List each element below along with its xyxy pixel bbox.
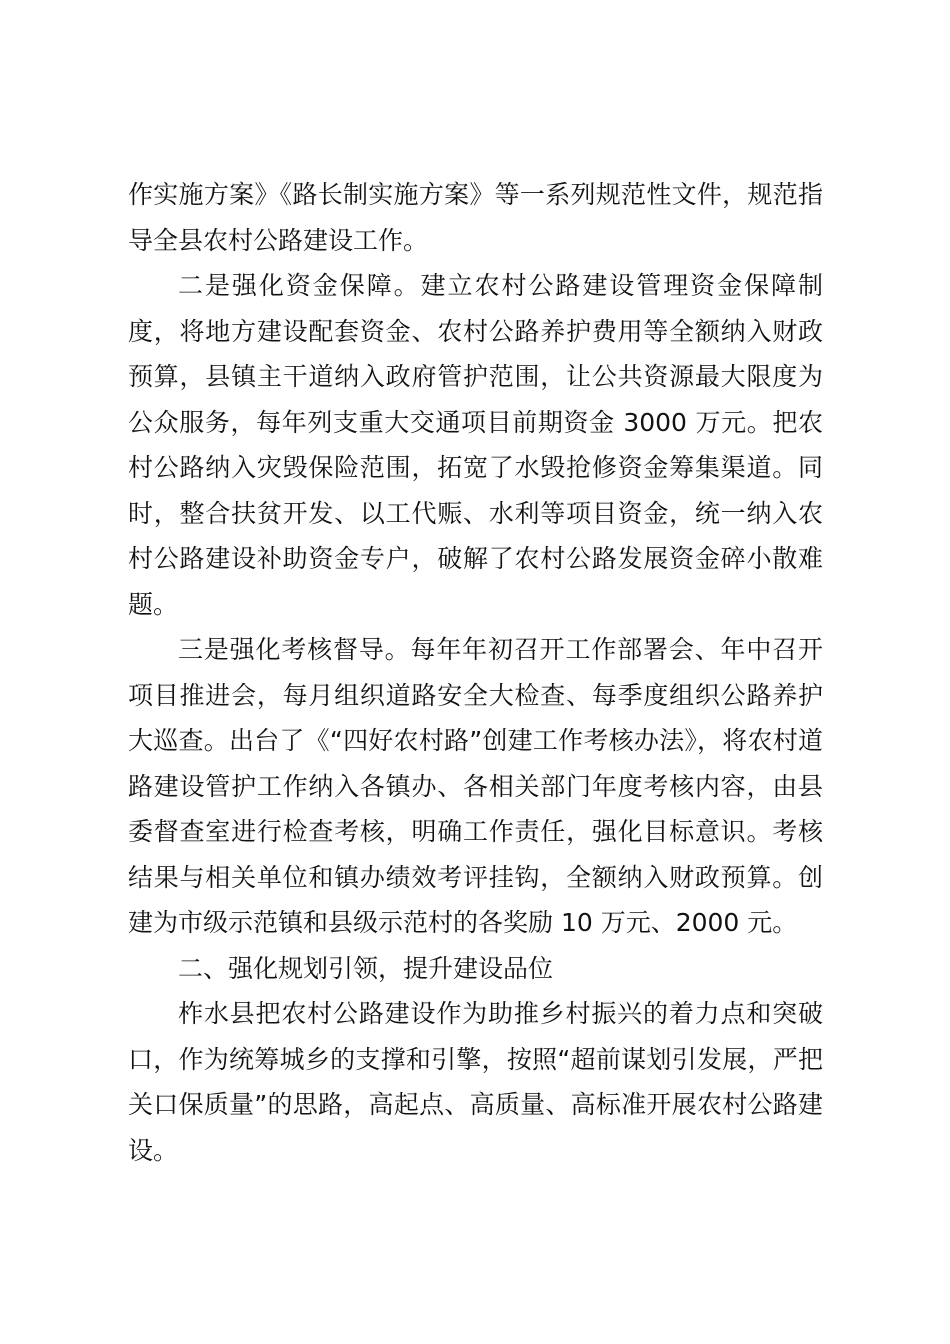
- paragraph-regulations-continued: 作实施方案》《路长制实施方案》等一系列规范性文件，规范指导全县农村公路建设工作。: [128, 180, 823, 255]
- section-heading-planning: 二、强化规划引领，提升建设品位: [178, 953, 554, 983]
- paragraph-funding-guarantee: 二是强化资金保障。建立农村公路建设管理资金保障制度，将地方建设配套资金、农村公路养护费用等全额纳入财政预算，县镇主干道纳入政府管护范围，让公共资源最大限度为公众服务，每年列支重大交通项目前期资金 3000 万元。把农村公路纳入灾毁保险范围，拓宽了水毁抢修资金筹集渠道。同时，整合扶贫开发、以工代赈、水利等项目资金，统一纳入农村公路建设补助资金专户，破解了农村公路发展资金碎小散难题。: [128, 271, 823, 619]
- paragraph-zhashui-planning: 柞水县把农村公路建设作为助推乡村振兴的着力点和突破口，作为统筹城乡的支撑和引擎，按照“超前谋划引发展，严把关口保质量”的思路，高起点、高质量、高标准开展农村公路建设。: [128, 999, 823, 1165]
- document-body: [128, 172, 823, 1173]
- paragraph-assessment-supervision: 三是强化考核督导。每年年初召开工作部署会、年中召开项目推进会，每月组织道路安全大检查、每季度组织公路养护大巡查。出台了《“四好农村路”创建工作考核办法》，将农村道路建设管护工作纳入各镇办、各相关部门年度考核内容，由县委督查室进行检查考核，明确工作责任，强化目标意识。考核结果与相关单位和镇办绩效考评挂钩，全额纳入财政预算。创建为市级示范镇和县级示范村的各奖励 10 万元、2000 元。: [128, 635, 823, 937]
